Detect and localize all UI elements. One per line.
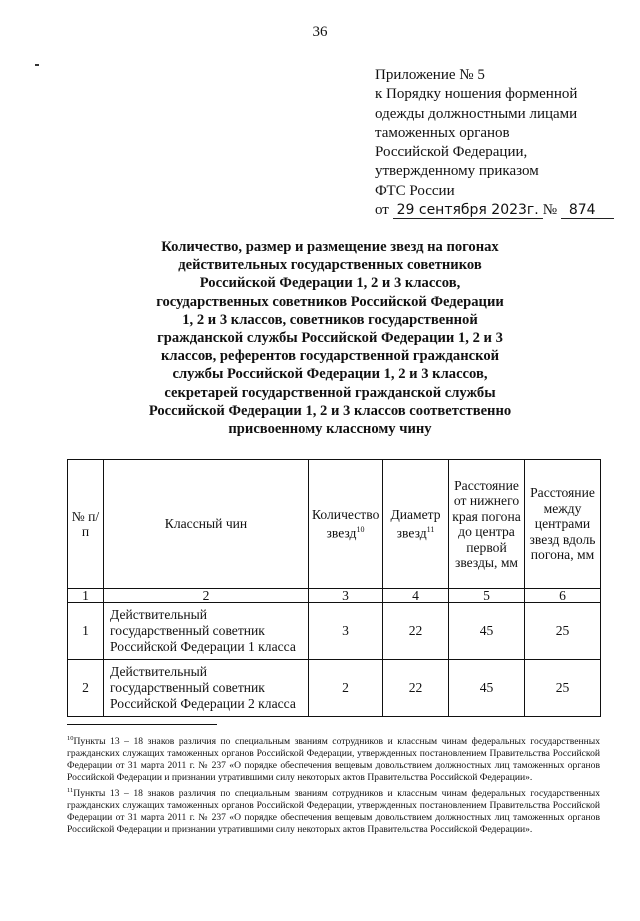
row-diameter: 22 (383, 660, 449, 717)
header-rank: Классный чин (104, 460, 309, 589)
footnote-separator (67, 724, 217, 725)
header-diameter-label: Диаметр звезд (390, 506, 441, 541)
appendix-line: одежды должностными лицами (375, 105, 578, 122)
header-distance-edge: Расстояние от нижнего края погона до центра первой звезды, мм (449, 460, 525, 589)
title-line: Российской Федерации 1, 2 и 3 классов соответственно (148, 402, 512, 419)
appendix-line: ФТС России (375, 182, 455, 199)
from-label: от (375, 202, 389, 219)
footnote (67, 733, 600, 785)
column-number: 6 (525, 589, 601, 603)
column-number: 4 (383, 589, 449, 603)
title-line: 1, 2 и 3 классов, советников государственной (182, 311, 478, 328)
title-line: Российской Федерации 1, 2 и 3 классов, (199, 275, 461, 292)
title-line: секретарей государственной гражданской службы (164, 384, 496, 401)
row-distance-edge: 45 (449, 603, 525, 660)
footnote-marker: 10 (67, 735, 74, 742)
appendix-line: Приложение № 5 (375, 67, 485, 83)
header-diameter (383, 460, 449, 589)
appendix-line: Российской Федерации, (375, 144, 528, 161)
ranks-table (67, 459, 601, 717)
table-header-row (68, 460, 601, 589)
row-distance-between: 25 (525, 603, 601, 660)
header-count-label: Количество звезд (312, 506, 380, 541)
row-rank: Действительный государственный советник Российской Федерации 1 класса (104, 603, 309, 660)
title-line: гражданской службы Российской Федерации 1, 2 и 3 (157, 330, 503, 347)
column-number: 2 (104, 589, 309, 603)
footnote-text: Пункты 13 – 18 знаков различия по специальным званиям сотрудников и классным чинам федеральных государственных гражданских служащих таможенных органов Российской Федерации, утвержденных постановлением Правительства Российской Федерации от 31 марта 2011 г. № 237 «О порядке обеспечения вещевым довольствием должностных лиц таможенных органов Российской Федерации и признании утратившими силу некоторых актов Правительства Российской Федерации». (67, 787, 600, 836)
appendix-line: к Порядку ношения форменной (375, 86, 578, 103)
footnote-marker: 11 (67, 786, 74, 794)
title-line: государственных советников Российской Федерации (156, 293, 504, 310)
header-count (309, 460, 383, 589)
title-line: службы Российской Федерации 1, 2 и 3 классов, (172, 366, 488, 383)
title-line: Количество, размер и размещение звезд на погонах (161, 239, 499, 255)
header-distance-between: Расстояние между центрами звезд вдоль погона, мм (525, 460, 601, 589)
row-distance-edge: 45 (449, 660, 525, 717)
row-distance-between: 25 (525, 660, 601, 717)
column-number: 1 (68, 589, 104, 603)
footnote (67, 785, 600, 837)
row-rank: Действительный государственный советник Российской Федерации 2 класса (104, 660, 309, 717)
document-title (120, 238, 540, 438)
header-num: № п/п (68, 460, 104, 589)
page-number: 36 (312, 24, 328, 40)
title-line: классов, референтов государственной гражданской (160, 348, 500, 365)
title-line: присвоенному классному чину (228, 421, 432, 438)
appendix-line: таможенных органов (375, 124, 510, 141)
order-number: 874 (561, 202, 614, 219)
row-diameter: 22 (383, 603, 449, 660)
footnote-text: Пункты 13 – 18 знаков различия по специальным званиям сотрудников и классным чинам федеральных государственных гражданских служащих таможенных органов Российской Федерации, утвержденных постановлением Правительства Российской Федерации от 31 марта 2011 г. № 237 «О порядке обеспечения вещевым довольствием должностных лиц таможенных органов Российской Федерации и признании утратившими силу некоторых актов Правительства Российской Федерации». (67, 736, 600, 784)
row-num: 1 (68, 603, 104, 660)
footnote-ref: 11 (426, 525, 435, 535)
column-number-row (68, 589, 601, 603)
row-count: 2 (309, 660, 383, 717)
appendix-block (375, 66, 625, 220)
order-date: 29 сентября 2023г. (393, 202, 543, 219)
title-line: действительных государственных советников (178, 257, 482, 274)
row-count: 3 (309, 603, 383, 660)
order-reference (375, 201, 625, 220)
appendix-line: утвержденному приказом (375, 163, 539, 180)
row-num: 2 (68, 660, 104, 717)
table-row (68, 660, 601, 717)
column-number: 5 (449, 589, 525, 603)
footnote-ref: 10 (356, 525, 365, 535)
column-number: 3 (309, 589, 383, 603)
scan-mark (35, 64, 39, 66)
table-row (68, 603, 601, 660)
number-label: № (542, 202, 558, 219)
footnotes (67, 733, 600, 836)
